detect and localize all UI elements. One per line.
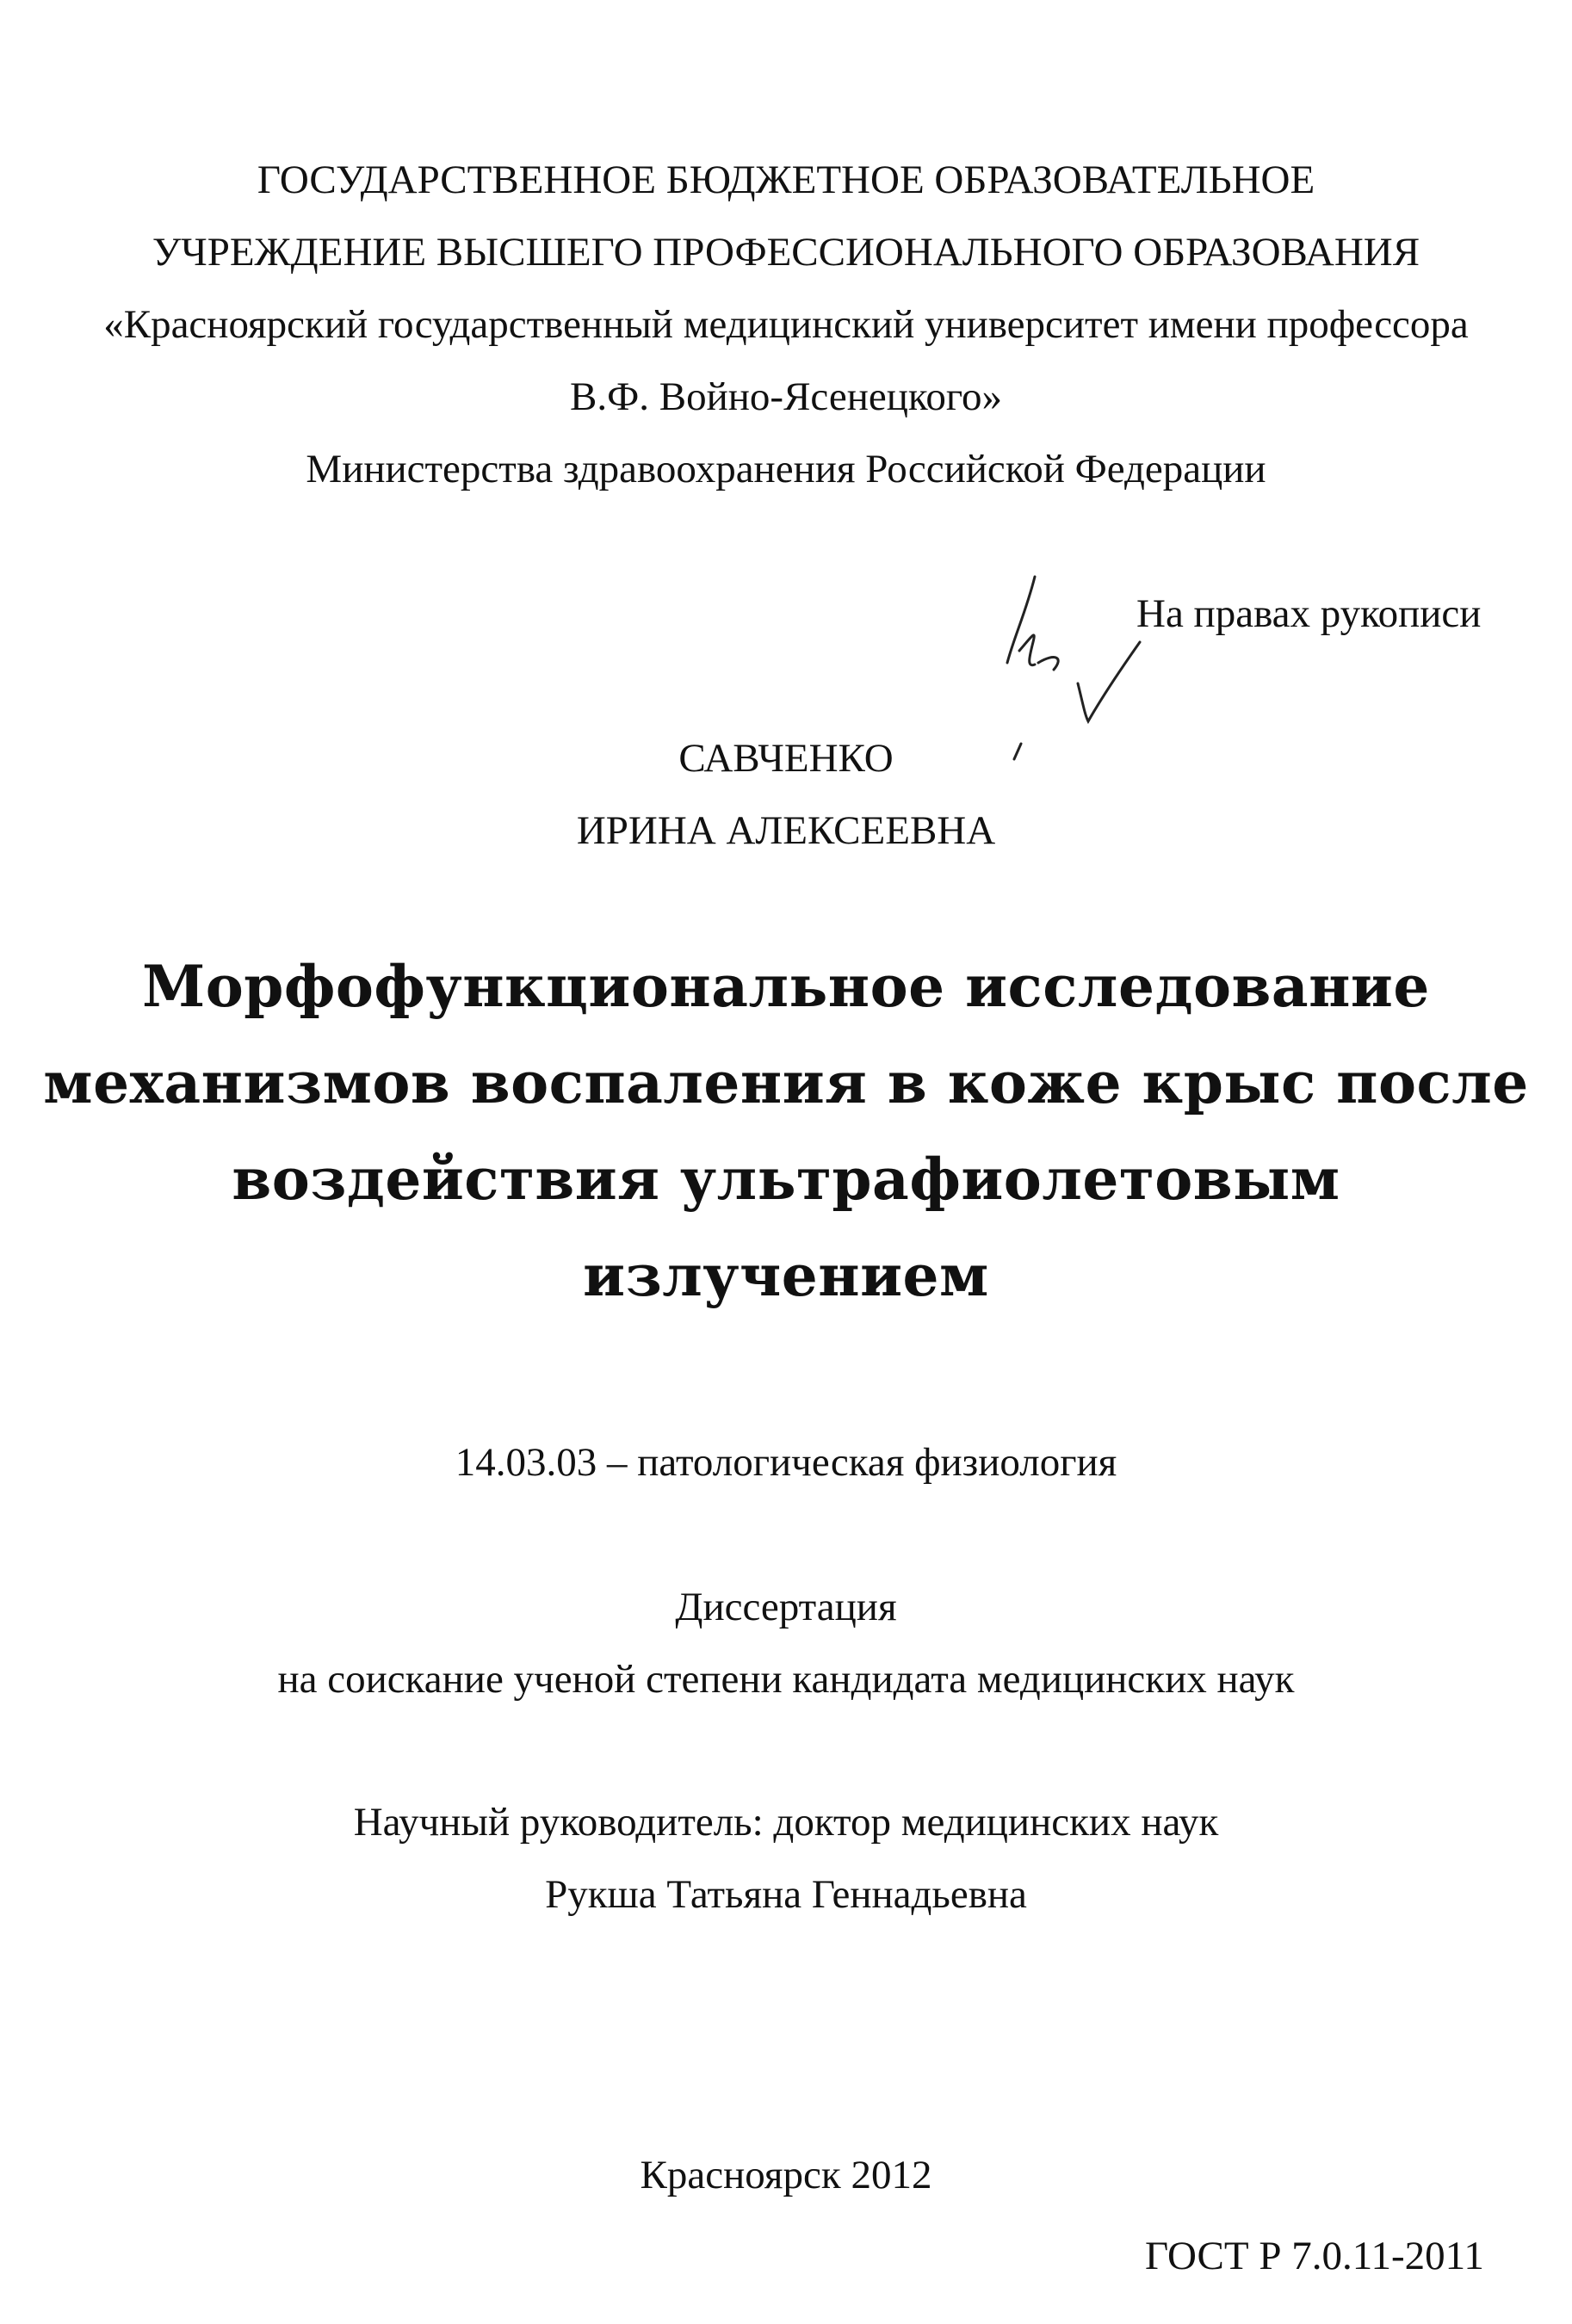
header-line-3: «Красноярский государственный медицинский университет имени профессора xyxy=(103,302,1469,347)
gost-standard: ГОСТ Р 7.0.11-2011 xyxy=(1145,2234,1484,2278)
title-line-3: воздействия ультрафиолетовым xyxy=(232,1146,1340,1213)
author-surname: САВЧЕНКО xyxy=(678,736,894,781)
place-year: Красноярск 2012 xyxy=(640,2153,932,2197)
title-line-1: Морфофункциональное исследование xyxy=(142,953,1430,1020)
header-line-1: ГОСУДАРСТВЕННОЕ БЮДЖЕТНОЕ ОБРАЗОВАТЕЛЬНОЕ xyxy=(257,158,1315,202)
header-line-5: Министерства здравоохранения Российской Федерации xyxy=(306,447,1266,491)
title-line-2: механизмов воспаления в коже крыс после xyxy=(43,1049,1529,1116)
manuscript-note: На правах рукописи xyxy=(1136,591,1482,636)
title-line-4: излучением xyxy=(583,1242,989,1309)
header-line-2: УЧРЕЖДЕНИЕ ВЫСШЕГО ПРОФЕССИОНАЛЬНОГО ОБРАЗОВАНИЯ xyxy=(152,230,1420,275)
header-line-4: В.Ф. Войно-Ясенецкого» xyxy=(570,374,1002,419)
work-type-label: Диссертация xyxy=(675,1585,897,1629)
specialty-code: 14.03.03 – патологическая физиология xyxy=(455,1440,1117,1485)
degree-statement: на соискание ученой степени кандидата медицинских наук xyxy=(277,1657,1295,1702)
supervisor-role: Научный руководитель: доктор медицинских наук xyxy=(353,1800,1219,1845)
author-given-names: ИРИНА АЛЕКСЕЕВНА xyxy=(576,808,996,853)
supervisor-name: Рукша Татьяна Геннадьевна xyxy=(545,1872,1027,1917)
